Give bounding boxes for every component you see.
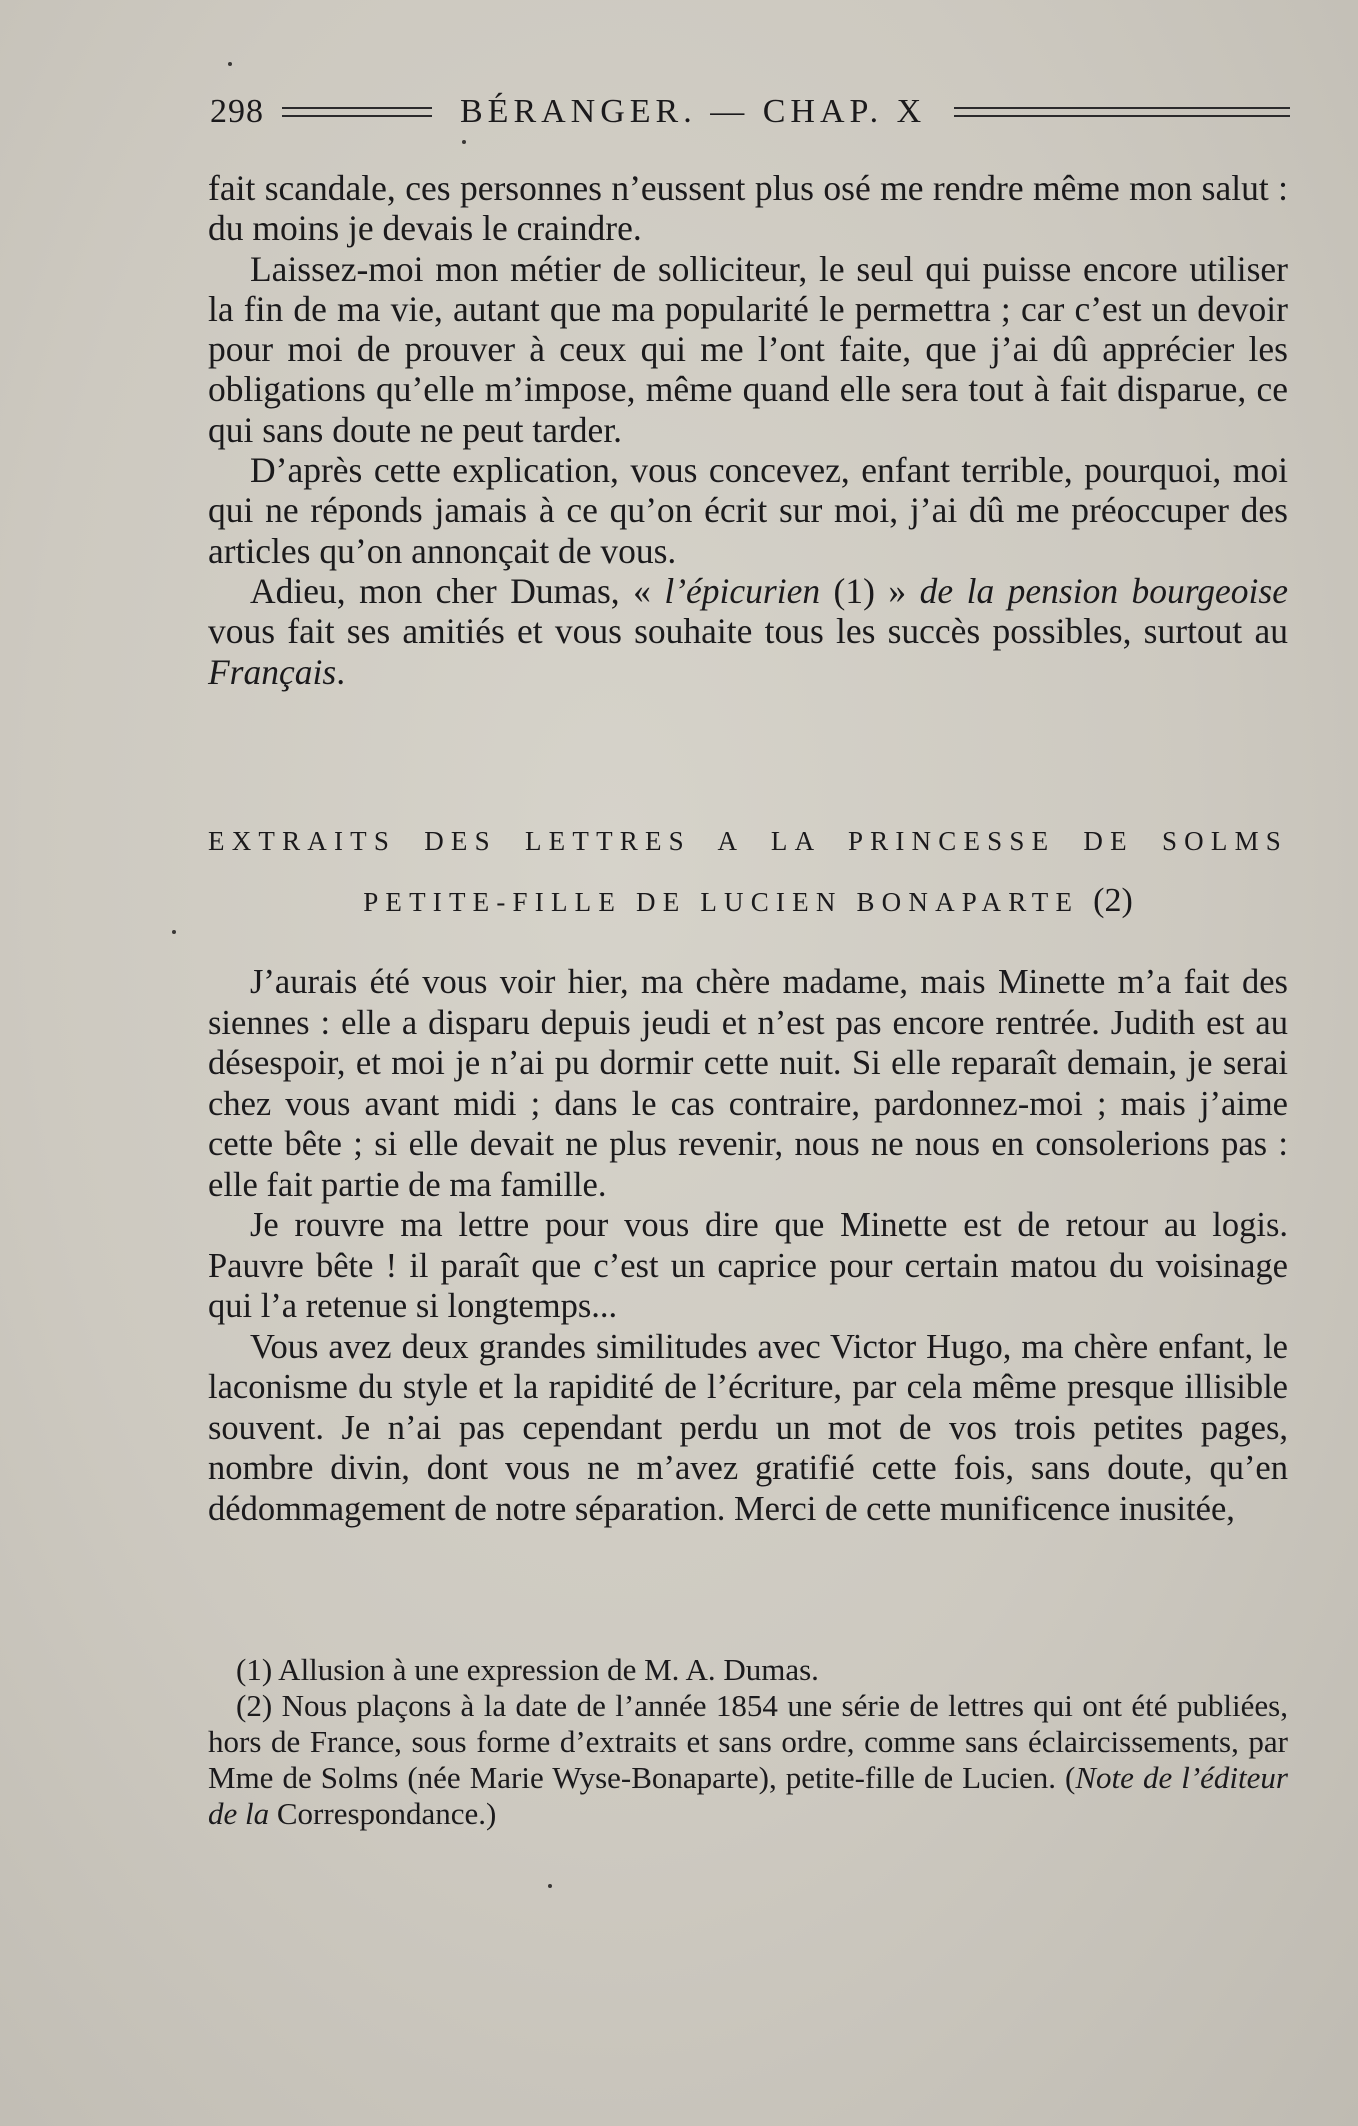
closing-italic: de la pension bourgeoise bbox=[919, 570, 1288, 611]
footnote-1: (1) Allusion à une expression de M. A. Dumas. bbox=[236, 1652, 819, 1687]
footnote-italic: Note de l’éditeur de la bbox=[208, 1760, 1288, 1831]
section-subtitle: PETITE-FILLE DE LUCIEN BONAPARTE bbox=[363, 887, 1080, 917]
section-title-line-2 bbox=[208, 882, 1288, 920]
closing-text: (1) » bbox=[820, 570, 920, 611]
closing-italic: Français bbox=[208, 651, 337, 692]
footnotes bbox=[208, 1652, 1288, 1832]
running-header bbox=[210, 92, 1290, 132]
paper-speck bbox=[462, 140, 466, 144]
closing-text: vous fait ses amitiés et vous souhaite tous les succès possibles, surtout au bbox=[208, 611, 1288, 652]
footnote-2 bbox=[208, 1688, 1288, 1832]
paper-speck bbox=[228, 62, 232, 66]
section-title-line-1: EXTRAITS DES LETTRES A LA PRINCESSE DE SOLMS bbox=[208, 826, 1288, 856]
paragraph: D’après cette explication, vous concevez, enfant terrible, pourquoi, moi qui ne réponds jamais à ce qu’on écrit sur moi, j’ai dû me préoccuper des articles qu’on annonçait de vous. bbox=[208, 450, 1288, 571]
paper-speck bbox=[548, 1884, 552, 1888]
footnote-text: (2) Nous plaçons à la date de l’année 1854 une série de lettres qui ont été publiées, hors de France, sous forme d’extraits et sans ordre, comme sans éclaircissements, par Mme de Solms (née Marie Wyse-Bonaparte), petite-fille de Lucien. ( bbox=[208, 1688, 1288, 1795]
closing-paragraph bbox=[208, 571, 1288, 692]
paragraph: Vous avez deux grandes similitudes avec Victor Hugo, ma chère enfant, le laconisme du style et la rapidité de l’écriture, par cela même presque illisible souvent. Je n’ai pas cependant perdu un mot de vos trois petites pages, nombre divin, dont vous ne m’avez gratifié cette fois, sans doute, qu’en dédommagement de notre séparation. Merci de cette munificence inusitée, bbox=[208, 1327, 1288, 1528]
header-rule-left bbox=[282, 107, 432, 117]
letters-excerpts bbox=[208, 962, 1288, 1529]
closing-text: Adieu, mon cher Dumas, « bbox=[250, 570, 665, 611]
header-rule-right bbox=[954, 107, 1290, 117]
footnote-reference: (2) bbox=[1093, 882, 1133, 919]
running-title: BÉRANGER. — CHAP. X bbox=[460, 93, 927, 130]
paragraph: fait scandale, ces personnes n’eussent plus osé me rendre même mon salut : du moins je devais le craindre. bbox=[208, 168, 1288, 249]
closing-italic: l’épicurien bbox=[664, 570, 821, 611]
paragraph: Laissez-moi mon métier de solliciteur, le seul qui puisse encore utiliser la fin de ma vie, autant que ma popularité le permettra ; car c’est un devoir pour moi de prouver à ceux qui me l’ont faite, que j’ai dû apprécier les obligations qu’elle m’impose, même quand elle sera tout à fait disparue, ce qui sans doute ne peut tarder. bbox=[208, 248, 1288, 450]
letter-continuation bbox=[208, 168, 1288, 692]
paragraph: Je rouvre ma lettre pour vous dire que Minette est de retour au logis. Pauvre bête ! il paraît que c’est un caprice pour certain matou du voisinage qui l’a retenue si longtemps... bbox=[208, 1206, 1288, 1325]
paragraph: J’aurais été vous voir hier, ma chère madame, mais Minette m’a fait des siennes : elle a disparu depuis jeudi et n’est pas encore rentrée. Judith est au désespoir, et moi je n’ai pu dormir cette nuit. Si elle reparaît demain, je serai chez vous avant midi ; dans le cas contraire, pardonnez-moi ; mais j’aime cette bête ; si elle devait ne plus revenir, nous ne nous en consolerions pas : elle fait partie de ma famille. bbox=[208, 963, 1288, 1204]
footnote-text: Correspondance.) bbox=[269, 1796, 497, 1831]
paper-speck bbox=[172, 930, 176, 934]
closing-text: . bbox=[336, 651, 346, 692]
page-number: 298 bbox=[210, 93, 264, 130]
